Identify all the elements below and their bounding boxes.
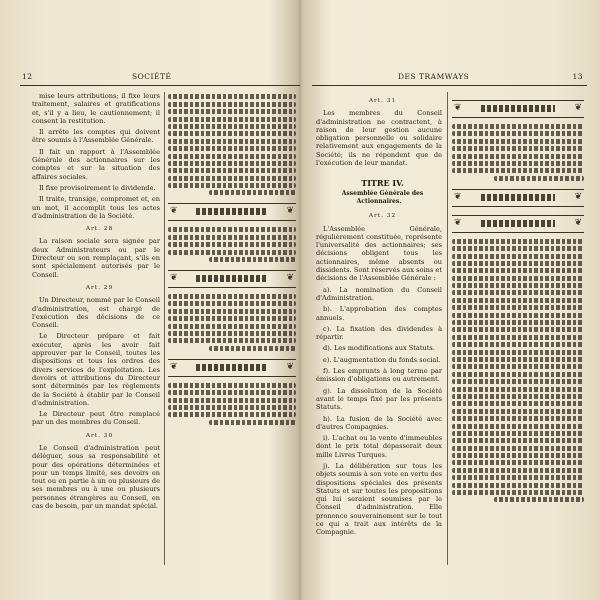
right-header-rule (312, 85, 587, 86)
ottoman-text-line (452, 290, 584, 295)
article-heading: Art. 30 (85, 432, 114, 439)
ottoman-text-line (452, 431, 584, 436)
ottoman-text-line (168, 331, 296, 336)
ottoman-text-line (452, 372, 584, 377)
ottoman-text-line (452, 379, 584, 384)
ottoman-text-line (452, 468, 584, 473)
ottoman-text-line (494, 497, 584, 502)
ottoman-text-line (452, 387, 584, 392)
ottoman-article-banner (168, 270, 296, 288)
ottoman-text-line (168, 124, 296, 129)
ottoman-text-line (168, 227, 296, 232)
left-page-number: 12 (22, 72, 33, 81)
ottoman-text-line (168, 324, 296, 329)
paragraph: c). La fixation des dividendes à répartir. (316, 324, 442, 342)
ottoman-text-line (452, 460, 584, 465)
ottoman-text-line (168, 154, 296, 159)
ottoman-article-banner (168, 359, 296, 377)
ottoman-text-line (168, 294, 296, 299)
ottoman-article-banner (452, 189, 584, 207)
ottoman-text-line (168, 316, 296, 321)
ottoman-article-banner (452, 215, 584, 233)
ottoman-text-line (452, 124, 584, 129)
ottoman-text-line (209, 420, 296, 425)
left-running-title: SOCIÉTÉ (132, 72, 172, 81)
ottoman-text-line (452, 409, 584, 414)
ottoman-text-line (452, 313, 584, 318)
right-page (312, 70, 587, 575)
ottoman-text-line (168, 102, 296, 107)
paragraph: Le Directeur peut être remplacé par un des membres du Conseil. (32, 410, 160, 427)
left-running-head (20, 70, 300, 84)
ottoman-text-line (452, 401, 584, 406)
ottoman-text-line (452, 394, 584, 399)
article-heading: Art. 29 (85, 284, 114, 291)
ornament-icon: ❦ (574, 191, 582, 202)
ottoman-text-line (452, 424, 584, 429)
paragraph: j). La délibération sur tous les objets soumis à son vote en vertu des dispositions spéciales des présents Statuts et sur toutes les propositions qui lui seraient soumises par le Conseil d'administration. Elle prononce souverainement sur le tout ce qui a trait aux intérêts de la Compagnie. (316, 461, 442, 537)
paragraph: Un Directeur, nommé par le Conseil d'administration, est chargé de l'exécution des décisions de ce Conseil. (32, 296, 160, 330)
title-heading: TITRE IV. (361, 178, 404, 189)
ottoman-text-line (452, 146, 584, 151)
ottoman-text-line (452, 446, 584, 451)
right-page-number: 13 (572, 72, 583, 81)
paragraph: La raison sociale sera signée par deux Administrateurs ou par le Directeur ou son remplaçant, s'ils en sont spécialement autorisés par le Conseil. (32, 237, 160, 279)
ottoman-text-line (168, 250, 296, 255)
ornament-icon: ❦ (170, 361, 178, 372)
left-ottoman-column (168, 92, 296, 567)
ottoman-text-line (168, 146, 296, 151)
left-page (20, 70, 300, 575)
ottoman-text-line (168, 109, 296, 114)
article-heading: Art. 28 (85, 226, 114, 233)
ottoman-text-line (452, 139, 584, 144)
ottoman-text-line (452, 357, 584, 362)
paragraph: Les membres du Conseil d'administration ne contractent, à raison de leur gestion aucune obligation personnelle ou solidaire relativement aux engagements de la Société; ils ne répondent que de l'exécution de leur mandat. (316, 109, 442, 168)
ottoman-text-line (168, 139, 296, 144)
ottoman-text-line (452, 350, 584, 355)
ottoman-text-line (452, 320, 584, 325)
ottoman-text-line (452, 168, 584, 173)
paragraph: Il fixe provisoirement le dividende. (39, 183, 156, 192)
ottoman-article-banner (452, 100, 584, 118)
left-column-divider (164, 92, 165, 565)
paragraph: e). L'augmentation du fonds social. (323, 355, 441, 364)
ornament-icon: ❦ (170, 273, 178, 284)
paragraph: Il fait un rapport à l'Assemblée Générale des actionnaires sur les comptes et sur la situation des affaires sociales. (32, 147, 160, 181)
ottoman-text-line (168, 309, 296, 314)
ottoman-text-line (168, 117, 296, 122)
ottoman-text-line (168, 398, 296, 403)
ottoman-text-line (452, 268, 584, 273)
ornament-icon: ❦ (454, 217, 462, 228)
paragraph: L'Assemblée Générale, régulièrement constituée, représente l'universalité des actionnaires; ses décisions obligent tous les actionnaires, même absents ou dissidents. Sont réservés aux soins et décisions de l'Assemblée Générale : (316, 224, 442, 283)
right-running-head (312, 70, 587, 84)
section-subtitle: Assemblée Générale des Actionnaires. (341, 189, 424, 205)
ottoman-text-line (168, 235, 296, 240)
ottoman-text-line (452, 261, 584, 266)
ottoman-text-line (168, 301, 296, 306)
paragraph: h). La fusion de la Société avec d'autres Compagnies. (316, 414, 442, 431)
paragraph: d). Les modifications aux Statuts. (323, 344, 435, 353)
ottoman-text-line (168, 242, 296, 247)
paragraph: Il arrête les comptes qui doivent être soumis à l'Assemblée Générale. (32, 128, 160, 145)
paragraph: i). L'achat ou la vente d'immeubles dont le prix total dépasserait deux mille Livres Turques. (316, 434, 442, 459)
left-french-column (32, 92, 160, 567)
ottoman-text-line (209, 190, 296, 195)
ottoman-text-line (168, 412, 296, 417)
ottoman-text-line (452, 438, 584, 443)
ottoman-text-line (168, 161, 296, 166)
paragraph: Le Conseil d'administration peut déléguer, sous sa responsabilité et pour des opérations déterminées et pour un temps limité, ses devoirs en tout ou en partie à un ou plusieurs de ses membres ou à une ou plusieurs personnes étrangères au Conseil, en cas de besoin, par un mandat spécial. (32, 443, 160, 511)
ottoman-text-line (168, 183, 296, 188)
ottoman-text-line (168, 168, 296, 173)
ornament-icon: ❦ (454, 103, 462, 113)
ottoman-text-line (168, 383, 296, 388)
ottoman-text-line (452, 475, 584, 480)
right-column-divider (447, 92, 448, 565)
ottoman-text-line (452, 305, 584, 310)
ottoman-text-line (452, 239, 584, 244)
ottoman-text-line (452, 342, 584, 347)
ottoman-article-banner (168, 203, 296, 221)
ottoman-text-line (168, 176, 296, 181)
ottoman-text-line (452, 327, 584, 332)
ottoman-text-line (452, 161, 584, 166)
ottoman-text-line (452, 254, 584, 259)
ottoman-text-line (452, 298, 584, 303)
ottoman-text-line (452, 364, 584, 369)
ottoman-text-line (452, 490, 584, 495)
paragraph: b). L'approbation des comptes annuels. (316, 305, 442, 322)
paragraph: mise leurs attributions; il fixe leurs traitement, salaires et gratifications et, s'il y a lieu, le cautionnement; il consent la restitution. (32, 92, 160, 125)
paragraph: a). La nomination du Conseil d'Administration. (316, 285, 442, 302)
ottoman-text-line (452, 483, 584, 488)
paragraph: f). Les emprunts à long terme par émission d'obligations ou autrement. (316, 367, 442, 384)
ottoman-text-line (452, 276, 584, 281)
right-french-column (316, 92, 442, 567)
ottoman-text-line (168, 405, 296, 410)
ottoman-text-line (452, 154, 584, 159)
ornament-icon: ❦ (574, 103, 582, 113)
ottoman-text-line (452, 246, 584, 251)
article-heading: Art. 31 (368, 98, 397, 104)
paragraph: Le Directeur prépare et fait exécuter, après les avoir fait approuver par le Conseil, toutes les dispositions et tous les ordres des divers services de l'exploitation. Les devoirs et attributions du Directeur sont déterminés par les règlements de la Société à établir par le Conseil d'administration. (32, 332, 160, 407)
ornament-icon: ❦ (454, 191, 462, 202)
ornament-icon: ❦ (170, 206, 178, 217)
ottoman-text-line (168, 390, 296, 395)
right-running-title: DES TRAMWAYS (398, 72, 470, 81)
left-header-rule (20, 85, 300, 86)
ornament-icon: ❦ (574, 217, 582, 228)
ottoman-text-line (452, 453, 584, 458)
article-heading: Art. 32 (368, 213, 397, 220)
ornament-icon: ❦ (286, 361, 294, 372)
ottoman-text-line (209, 346, 296, 351)
ottoman-text-line (452, 131, 584, 136)
paragraph: g). La dissolution de la Société avant le temps fixé par les présents Statuts. (316, 386, 442, 412)
ottoman-text-line (452, 283, 584, 288)
paragraph: Il traite, transige, compromet et, en un mot, il accomplit tous les actes d'administration de la Société. (32, 195, 160, 220)
ottoman-text-line (168, 94, 296, 99)
right-ottoman-column (452, 92, 584, 567)
ornament-icon: ❦ (286, 206, 294, 217)
ottoman-text-line (452, 416, 584, 421)
ottoman-text-line (452, 335, 584, 340)
ornament-icon: ❦ (286, 273, 294, 284)
ottoman-text-line (168, 338, 296, 343)
ottoman-text-line (494, 176, 584, 181)
ottoman-text-line (209, 257, 296, 262)
ottoman-text-line (168, 131, 296, 136)
